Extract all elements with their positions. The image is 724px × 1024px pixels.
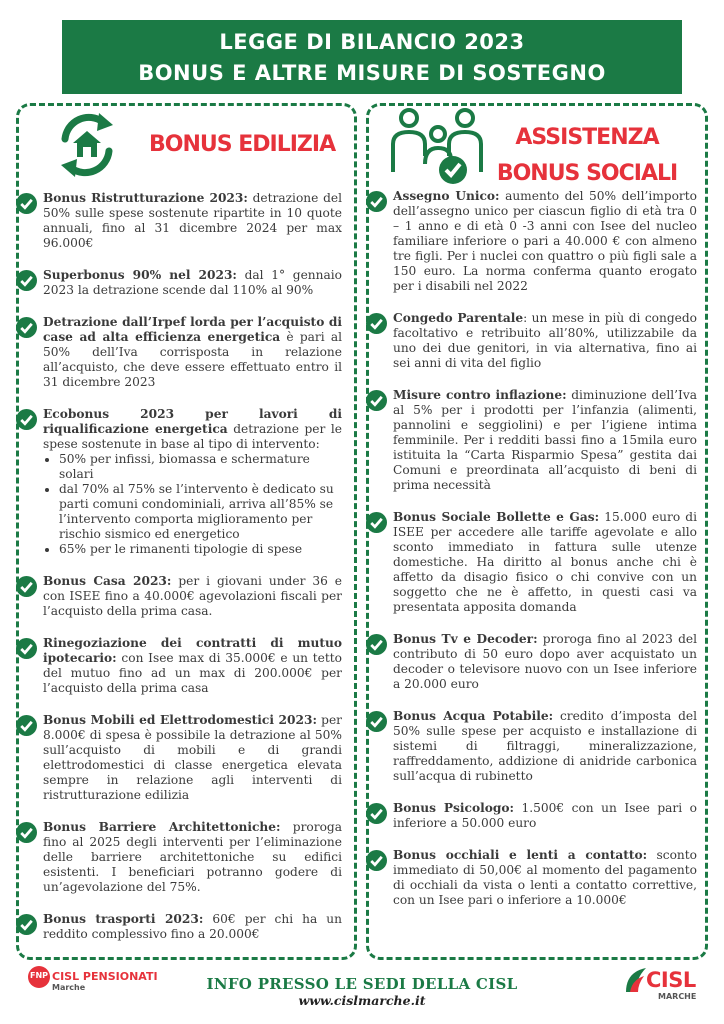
checkmark-icon [366, 634, 387, 655]
panel-title: BONUS EDILIZIA [149, 132, 336, 157]
list-item [369, 311, 705, 371]
checkmark-icon [16, 715, 37, 736]
list-item [19, 315, 354, 390]
item-bullets [43, 452, 342, 557]
checkmark-icon [366, 313, 387, 334]
list-item [19, 407, 354, 557]
item-title: Rinegoziazione dei contratti di mutuo ipotecario: [43, 636, 342, 665]
item-text: proroga fino al 2025 degli interventi per l’eliminazione delle barriere architettoniche su edifici esistenti. I beneficiari potranno godere di un’agevolazione del 75%. [43, 820, 342, 894]
item-title: Bonus Casa 2023: [43, 574, 172, 588]
item-title: Bonus trasporti 2023: [43, 912, 204, 926]
cisl-region: MARCHE [658, 992, 697, 1001]
list-item [19, 713, 354, 803]
cisl-logo-icon [624, 966, 648, 994]
header-title: LEGGE DI BILANCIO 2023 [219, 30, 525, 54]
checkmark-icon [366, 191, 387, 212]
item-title: Bonus Mobili ed Elettrodomestici 2023: [43, 713, 317, 727]
list-item [369, 801, 705, 831]
panel-title-line1: ASSISTENZA [515, 125, 659, 150]
checkmark-icon [16, 317, 37, 338]
header-subtitle: BONUS E ALTRE MISURE DI SOSTEGNO [138, 61, 606, 85]
item-text: detrazione del 50% sulle spese sostenute ripartite in 10 quote annuali, fino al 31 dicembre 2024 per max 96.000€ [43, 191, 342, 250]
item-text: dal 1° gennaio 2023 la detrazione scende dal 110% al 90% [43, 268, 342, 297]
checkmark-icon [16, 193, 37, 214]
house-recycle-icon [51, 109, 123, 181]
list-item [369, 510, 705, 615]
panel-header [369, 106, 705, 188]
list-item [19, 636, 354, 696]
item-text: è pari al 50% dell’Iva corrisposta in relazione all’acquisto, che deve essere effettuato entro il 31 dicembre 2023 [43, 330, 342, 389]
logo-region: Marche [52, 983, 86, 992]
list-item [19, 191, 354, 251]
item-title: Congedo Parentale [393, 311, 524, 325]
cisl-name: CISL [646, 968, 696, 992]
header-banner [62, 20, 682, 94]
checkmark-icon [16, 270, 37, 291]
item-text: 60€ per chi ha un reddito complessivo fino a 20.000€ [43, 912, 343, 941]
item-title: Bonus Ristrutturazione 2023: [43, 191, 248, 205]
item-text: per 8.000€ di spesa è possibile la detrazione al 50% sull’acquisto di mobili e di grandi elettrodomestici di classe energetica elevata sempre in relazione agli interventi di ristrutturazione edilizia [43, 713, 342, 802]
list-item [19, 912, 354, 942]
bullet-item: • dal 70% al 75% se l’intervento è dedicato su parti comuni condominiali, arriva all’85% se l’intervento comporta miglioramento per rischio sismico ed energetico [59, 482, 342, 542]
item-title: Assegno Unico: [393, 189, 500, 203]
checkmark-icon [16, 576, 37, 597]
bullet-item: • 65% per le rimanenti tipologie di spese [59, 542, 342, 557]
item-title: Ecobonus 2023 per lavori di riqualificazione energetica [43, 407, 342, 436]
panel-title-line2: BONUS SOCIALI [496, 161, 678, 186]
list-item [369, 709, 705, 784]
item-text: sconto immediato di 50,00€ al momento del pagamento di occhiali da vista o lenti a contatto correttive, con un Isee pari o inferiore a 10.000€ [393, 848, 697, 907]
item-title: Detrazione dall’Irpef lorda per l’acquisto di case ad alta efficienza energetica [43, 315, 342, 344]
bullet-item: • 50% per infissi, biomassa e schermature solari [59, 452, 342, 482]
right-item-list [369, 189, 705, 925]
left-item-list [19, 191, 354, 959]
panel-title [487, 120, 687, 192]
checkmark-icon [366, 512, 387, 533]
panel-header [19, 106, 354, 188]
item-text: 1.500€ con un Isee pari o inferiore a 50.000 euro [393, 801, 697, 830]
checkmark-icon [16, 638, 37, 659]
item-title: Superbonus 90% nel 2023: [43, 268, 237, 282]
item-text: proroga fino al 2023 del contributo di 50 euro dopo aver acquistato un decoder o televisore nuovo con un Isee inferiore a 20.000 euro [393, 632, 697, 691]
checkmark-icon [366, 803, 387, 824]
list-item [369, 632, 705, 692]
list-item [369, 189, 705, 294]
checkmark-icon [16, 822, 37, 843]
item-text: con Isee max di 35.000€ e un tetto del mutuo fino ad un max di 200.000€ per l’acquisto della prima casa [43, 651, 342, 695]
logo-name: CISL PENSIONATI [52, 970, 158, 983]
list-item [19, 820, 354, 895]
item-text: aumento del 50% dell’importo dell’assegno unico per ciascun figlio di età tra 0 – 1 anno e di età 0 -3 anni con Isee del nucleo familiare inferiore o pari a 40.000 € con almeno tre figli. Per i nuclei con quattro o più figli sale a 150 euro. La norma conferma quanto erogato per i disabili nel 2022 [393, 189, 697, 293]
item-text: detrazione per le spese sostenute in base al tipo di intervento: [43, 422, 342, 451]
fnp-badge-text: FNP [30, 971, 49, 980]
item-text: : un mese in più di congedo facoltativo e retribuito all’80%, utilizzabile da uno dei due genitori, in via alternativa, fino ai sei anni di vita del figlio [393, 311, 698, 370]
item-title: Bonus Sociale Bollette e Gas: [393, 510, 600, 524]
item-title: Misure contro inflazione: [393, 388, 567, 402]
checkmark-icon [16, 914, 37, 935]
item-text: diminuzione dell’Iva al 5% per i prodotti per l’infanzia (alimenti, pannolini e seggiolini) e per l’igiene intima femminile. Per i redditi bassi fino a 15mila euro istituita la “Carta Risparmio Spesa” gestita dai Comuni e preordinata all’acquisto di beni di prima necessità [393, 388, 698, 492]
footer-info: INFO PRESSO LE SEDI DELLA CISL [206, 975, 518, 993]
list-item [369, 388, 705, 493]
item-title: Bonus Acqua Potabile: [393, 709, 554, 723]
list-item [19, 268, 354, 298]
item-text: credito d’imposta del 50% sulle spese per acquisto e installazione di sistemi di filtraggi, mineralizzazione, raffreddamento, addizione di anidride carbonica sull’acqua di rubinetto [393, 709, 697, 783]
family-check-icon [383, 102, 489, 188]
item-text: per i giovani under 36 e con ISEE fino a 40.000€ agevolazioni fiscali per l’acquisto della prima casa. [43, 574, 342, 618]
assistenza-panel [366, 103, 708, 960]
checkmark-icon [366, 850, 387, 871]
list-item [19, 574, 354, 619]
list-item [369, 848, 705, 908]
item-title: Bonus Tv e Decoder: [393, 632, 538, 646]
checkmark-icon [16, 409, 37, 430]
checkmark-icon [366, 711, 387, 732]
bonus-edilizia-panel [16, 103, 357, 960]
item-text: 15.000 euro di ISEE per accedere alle tariffe agevolate e allo sconto immediato in fattura sulle utenze domestiche. Ha diritto al bonus anche chi è affetto da disagio fisico o chi convive con un soggetto che ne è affetto, in questi casi va presentata apposita domanda [393, 510, 698, 614]
checkmark-icon [366, 390, 387, 411]
item-title: Bonus occhiali e lenti a contatto: [393, 848, 648, 862]
footer-url[interactable]: www.cislmarche.it [298, 993, 426, 1008]
item-title: Bonus Barriere Architettoniche: [43, 820, 281, 834]
item-title: Bonus Psicologo: [393, 801, 514, 815]
